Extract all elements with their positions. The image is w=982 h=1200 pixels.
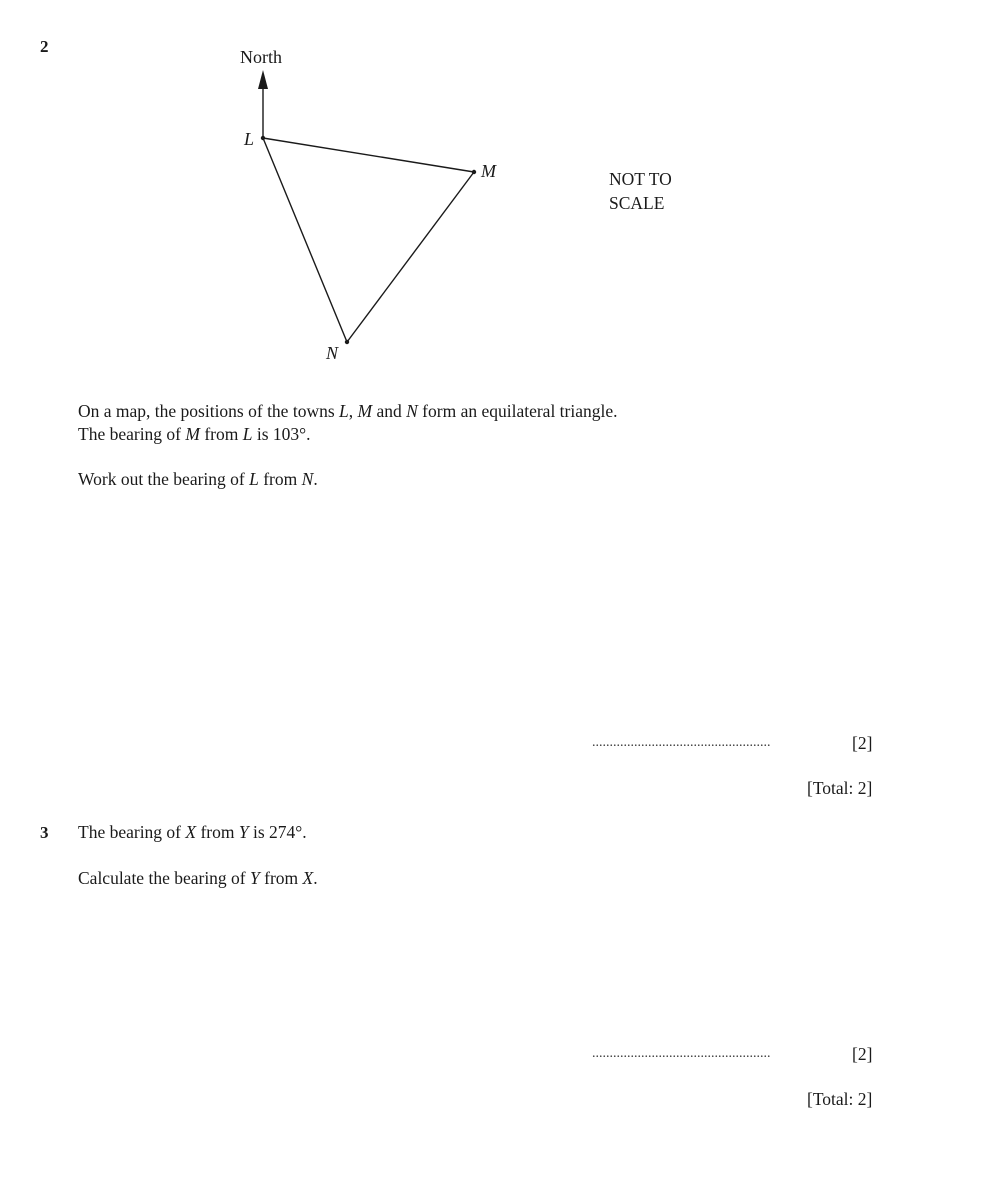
q3-task-Y: Y [250, 868, 260, 888]
q2-statement-line1 [78, 401, 618, 422]
q3-statement [78, 822, 307, 843]
q3-marks: [2] [852, 1044, 873, 1064]
side-MN [347, 172, 474, 342]
q3-line1-part: The bearing of [78, 822, 186, 842]
q2-line2-L: L [242, 424, 253, 444]
q2-line1-N: N [406, 401, 418, 421]
q2-statement-line2 [78, 424, 311, 445]
q2-line2-M: M [185, 424, 200, 444]
q2-line1-part: On a map, the positions of the towns [78, 401, 340, 421]
not-to-scale-note [609, 167, 672, 215]
point-L [261, 136, 265, 140]
q2-line1-L: L [339, 401, 349, 421]
q2-answer-line[interactable]: ................................................... [592, 735, 771, 750]
point-M [472, 170, 476, 174]
q2-line1-part: , [348, 401, 358, 421]
q3-line1-part: from [196, 822, 239, 842]
q2-line2-part: The bearing of [78, 424, 186, 444]
question-3-number: 3 [40, 823, 49, 842]
north-arrow-head [258, 70, 268, 89]
q3-total: [Total: 2] [807, 1089, 873, 1109]
point-N [345, 340, 349, 344]
not-to-scale-line2: SCALE [609, 193, 665, 213]
label-N: N [326, 343, 339, 363]
q3-task-X: X [302, 868, 314, 888]
q2-task-part: . [313, 469, 318, 489]
q3-task [78, 868, 318, 889]
q3-task-part: from [259, 868, 303, 888]
label-L: L [244, 129, 255, 149]
q2-line1-part: and [372, 401, 407, 421]
q2-marks: [2] [852, 733, 873, 753]
label-M: M [481, 161, 496, 181]
not-to-scale-line1: NOT TO [609, 169, 672, 189]
q2-line1-M: M [357, 401, 373, 421]
q3-task-part: . [313, 868, 318, 888]
q3-task-part: Calculate the bearing of [78, 868, 251, 888]
q2-line1-part: form an equilateral triangle. [417, 401, 618, 421]
q2-task [78, 469, 318, 490]
triangle-diagram [0, 0, 982, 400]
side-LM [263, 138, 474, 172]
question-2-number: 2 [40, 37, 49, 56]
side-NL [263, 138, 347, 342]
q2-task-part: from [258, 469, 302, 489]
q2-total: [Total: 2] [807, 778, 873, 798]
q3-line1-X: X [185, 822, 197, 842]
q3-line1-part: is 274°. [248, 822, 307, 842]
q2-task-part: Work out the bearing of [78, 469, 250, 489]
north-label: North [240, 47, 282, 67]
q3-line1-Y: Y [238, 822, 249, 842]
q2-task-L: L [249, 469, 259, 489]
q2-line2-part: is 103°. [252, 424, 311, 444]
q2-task-N: N [301, 469, 314, 489]
q2-line2-part: from [199, 424, 243, 444]
q3-answer-line[interactable]: ................................................... [592, 1046, 771, 1061]
